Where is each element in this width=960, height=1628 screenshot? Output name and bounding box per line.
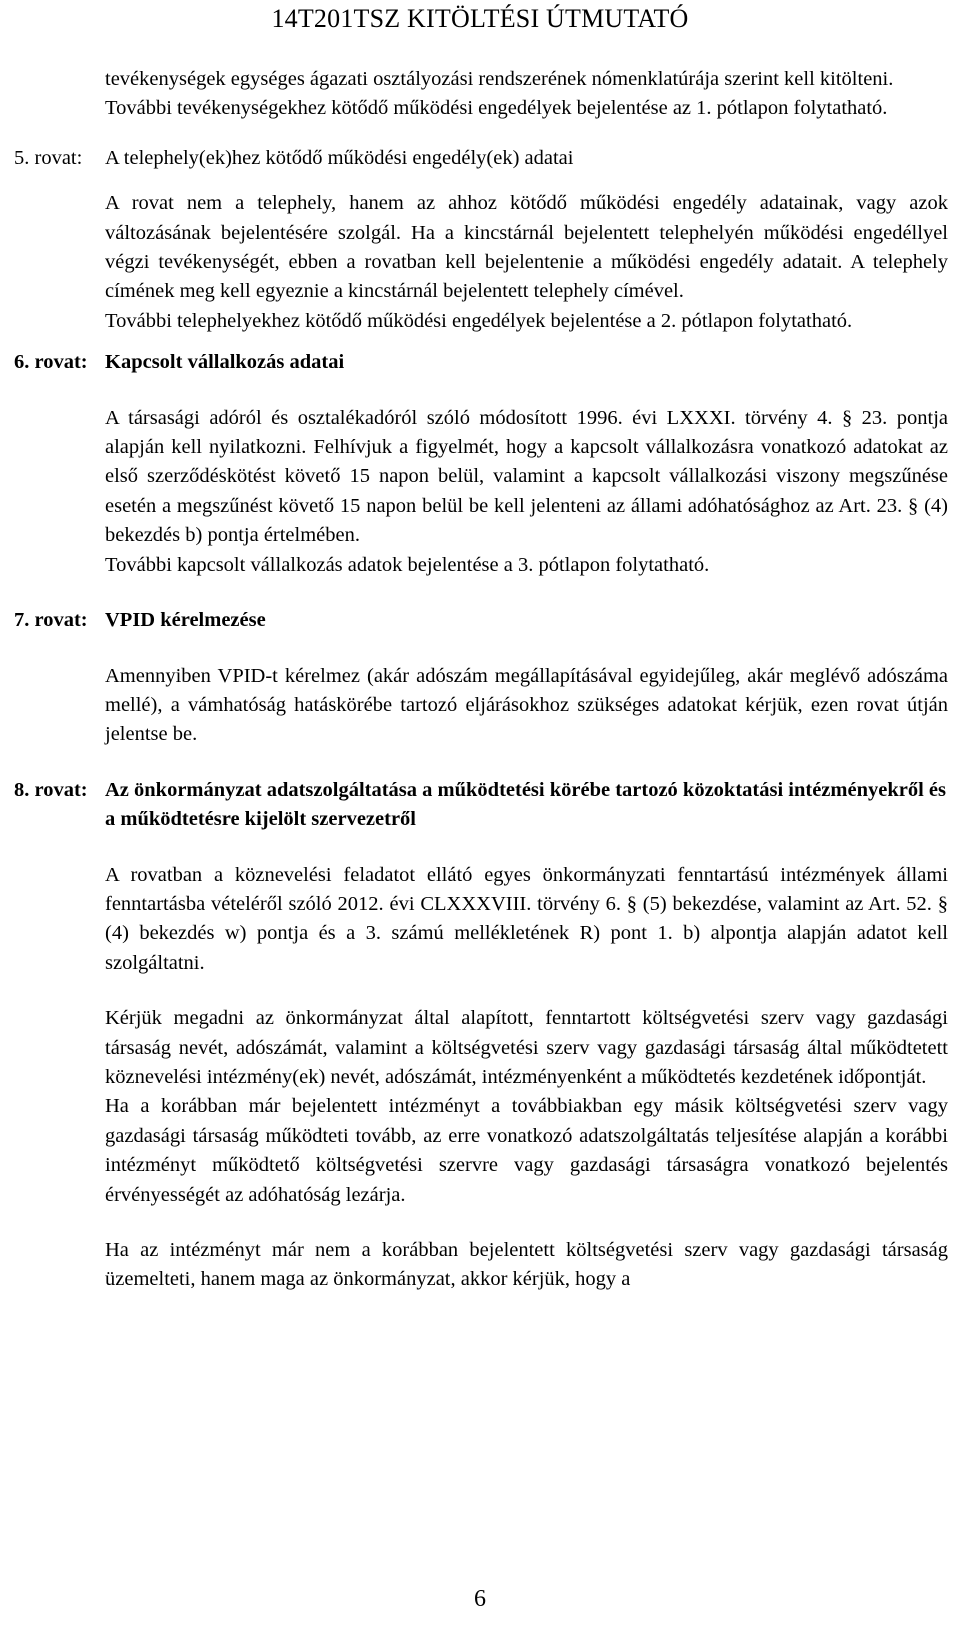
section-6-paragraph-1: A társasági adóról és osztalékadóról szóló módosított 1996. évi LXXXI. törvény 4. § 23. pontja alapján kell nyilatkozni. Felhívjuk a figyelmét, hogy a kapcsolt vállalkozásra vonatkozó adatokat az első szerződéskötést követő 15 napon belül, valamint a kapcsolt vállalkozási viszony megszűnése esetén a megszűnést követő 15 napon belül be kell jelenteni az állami adóhatósághoz az Art. 23. § (4) bekezdés b) pontja értelmében. <box>105 406 948 547</box>
continuation-block <box>105 65 948 124</box>
section-7-label: 7. rovat: <box>14 609 88 632</box>
continuation-paragraph-2: További tevékenységekhez kötődő működési engedélyek bejelentése az 1. pótlapon folytatható. <box>105 97 888 120</box>
section-6-body <box>105 404 948 580</box>
continuation-paragraph-1: tevékenységek egységes ágazati osztályozási rendszerének nómenklatúrája szerint kell kitölteni. <box>105 68 894 90</box>
section-7-body <box>105 662 948 750</box>
section-6-heading <box>14 348 948 377</box>
page-number: 6 <box>474 1586 486 1612</box>
section-8-body <box>105 861 948 1295</box>
section-8-paragraph-2: Kérjük megadni az önkormányzat által alapított, fenntartott költségvetési szerv vagy gazdasági társaság nevét, adószámát, valamint a költségvetési szerv vagy gazdasági társaság által működtetett köznevelési intézmény(ek) nevét, adószámát, intézményenként a működtetés kezdetének időpontját. <box>105 1007 948 1088</box>
section-5-paragraph-1: A rovat nem a telephely, hanem az ahhoz kötődő működési engedély adatainak, vagy azok változásának bejelentésére szolgál. Ha a kincstárnál bejelentett telephelyén működési engedéllyel végzi tevékenységét, ebben a rovatban kell bejelentenie a működési engedély adatait. A telephely címének meg kell egyeznie a kincstárnál bejelentett telephely címével. <box>105 192 948 303</box>
section-6-title: Kapcsolt vállalkozás adatai <box>105 351 345 374</box>
section-8-label: 8. rovat: <box>14 778 88 801</box>
section-7-title: VPID kérelmezése <box>105 609 266 632</box>
section-5-title: A telephely(ek)hez kötődő működési engedély(ek) adatai <box>105 146 574 169</box>
section-8-heading <box>14 776 948 835</box>
document-header: 14T201TSZ KITÖLTÉSI ÚTMUTATÓ <box>271 4 689 33</box>
section-7-paragraph-1: Amennyiben VPID-t kérelmez (akár adószám megállapításával egyidejűleg, akár meglévő adószáma mellé), a vámhatóság hatáskörébe tartozó eljárásokhoz szükséges adatokat kérjük, ezen rovat útján jelentse be. <box>105 664 948 746</box>
document-body <box>14 65 948 1295</box>
section-5-body <box>105 189 948 336</box>
section-7-heading <box>14 606 948 635</box>
section-6-label: 6. rovat: <box>14 351 88 374</box>
section-8-paragraph-3: Ha a korábban már bejelentett intézményt a továbbiakban egy másik költségvetési szerv vagy gazdasági társaság működteti tovább, az erre vonatkozó adatszolgáltatás teljesítése alapján a korábbi intézményt működtető költségvetési szervre vagy gazdasági társaságra vonatkozó bejelentés érvényességét az adóhatóság lezárja. <box>105 1095 948 1206</box>
section-5-heading <box>14 144 948 173</box>
section-5-paragraph-2: További telephelyekhez kötődő működési engedélyek bejelentése a 2. pótlapon folytatható. <box>105 309 853 332</box>
section-8-title: Az önkormányzat adatszolgáltatása a működtetési körébe tartozó közoktatási intézményekről és a működtetésre kijelölt szervezetről <box>105 778 946 831</box>
section-8-paragraph-1: A rovatban a köznevelési feladatot ellátó egyes önkormányzati fenntartású intézmények állami fenntartásba vételéről szóló 2012. évi CLXXXVIII. törvény 6. § (5) bekezdése, valamint az Art. 52. § (4) bekezdés w) pontja és a 3. számú mellékletének R) pont 1. b) alpontja alapján adatot kell szolgáltatni. <box>105 863 948 974</box>
section-8-paragraph-4: Ha az intézményt már nem a korábban bejelentett költségvetési szerv vagy gazdasági társaság üzemelteti, hanem maga az önkormányzat, akkor kérjük, hogy a <box>105 1239 948 1291</box>
section-5-label: 5. rovat: <box>14 146 83 169</box>
section-6-paragraph-2: További kapcsolt vállalkozás adatok bejelentése a 3. pótlapon folytatható. <box>105 553 710 576</box>
